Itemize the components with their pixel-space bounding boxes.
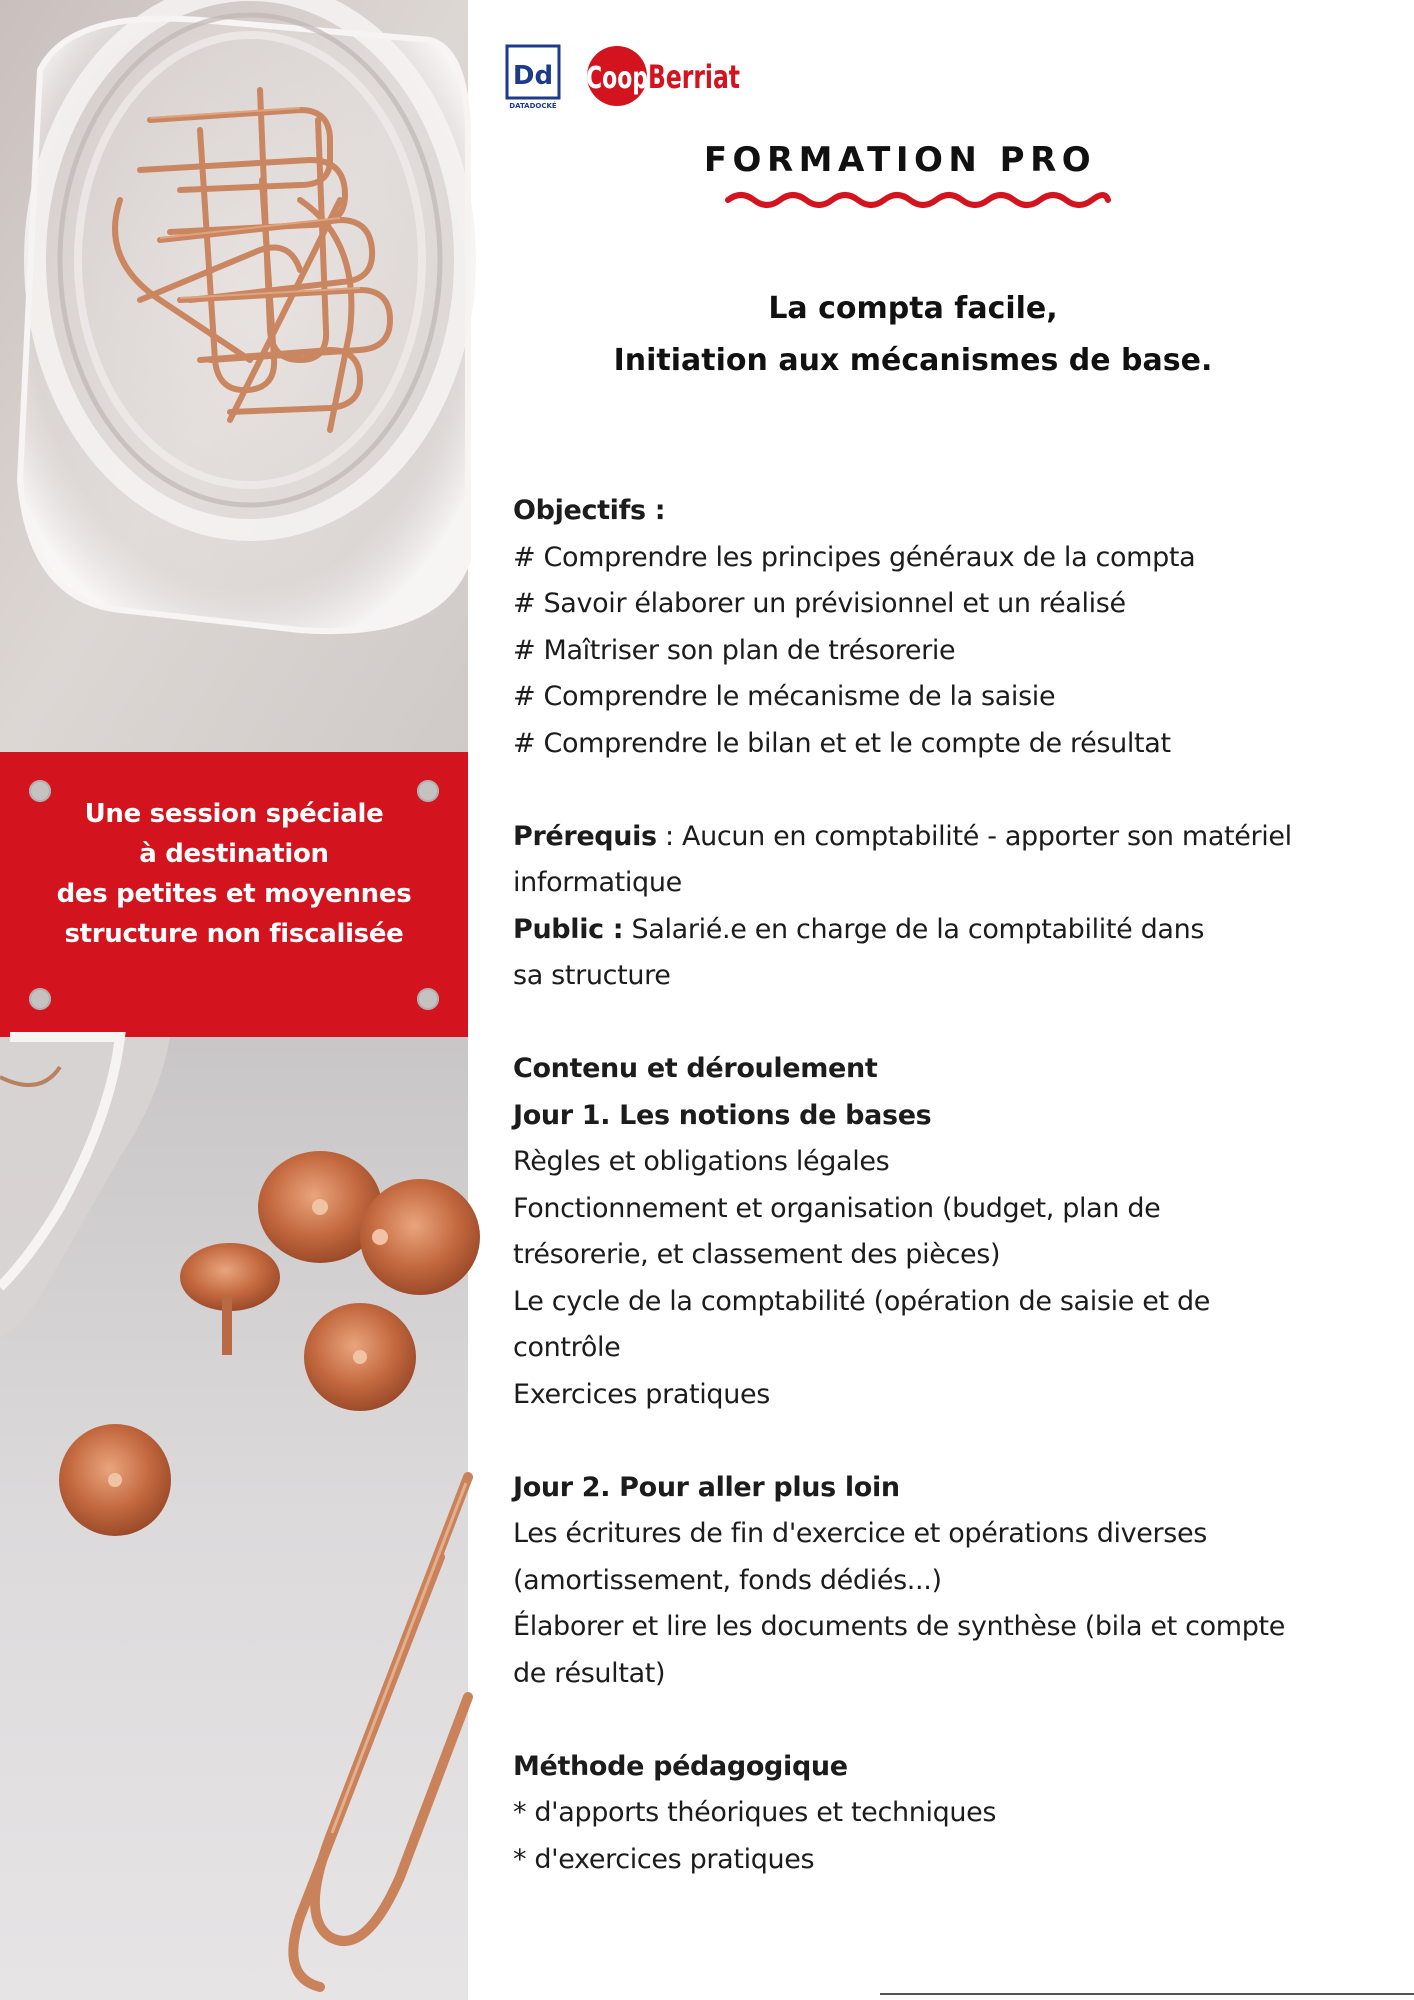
photo-column [0, 0, 468, 2000]
day1-line: Fonctionnement et organisation (budget, plan de [513, 1192, 1161, 1224]
course-title-line: Initiation aux mécanismes de base. [613, 343, 1213, 378]
prerequisites-text-continued: informatique [513, 867, 682, 898]
audience-text-continued: sa structure [513, 960, 671, 991]
footer-divider [880, 1993, 1414, 1995]
promo-banner [0, 752, 468, 1037]
objective-item: # Maîtriser son plan de trésorerie [513, 634, 956, 666]
method-item: * d'exercices pratiques [513, 1843, 815, 1875]
day1-line: Exercices pratiques [513, 1378, 770, 1410]
objective-item: # Comprendre le mécanisme de la saisie [513, 681, 1056, 712]
datadock-logo [505, 44, 563, 114]
day1-line: Le cycle de la comptabilité (opération de saisie et de [513, 1285, 1211, 1317]
day2-line: (amortissement, fonds dédiés...) [513, 1564, 942, 1596]
course-title [513, 283, 1313, 387]
day2-line: de résultat) [513, 1657, 666, 1689]
course-details [513, 488, 1393, 1883]
promo-line: Une session spéciale [84, 799, 384, 829]
spacer [513, 1418, 1393, 1465]
day2-line: Élaborer et lire les documents de synthèse (bila et compte [513, 1611, 1286, 1642]
paperclip-jar-photo [0, 0, 468, 752]
coop-logo-prefix: Coop [586, 61, 648, 96]
datadock-label: DATADOCKÉ [509, 102, 557, 110]
day1-line: contrôle [513, 1332, 621, 1363]
coopberriat-logo [580, 40, 742, 110]
prerequisites-text: : Aucun en comptabilité - apporter son matériel [656, 820, 1292, 852]
day1-heading: Jour 1. Les notions de bases [513, 1099, 932, 1131]
spacer [513, 1697, 1393, 1744]
course-title-line: La compta facile, [768, 291, 1058, 326]
prerequisites-label: Prérequis [513, 820, 657, 852]
promo-text [0, 794, 468, 954]
promo-line: structure non fiscalisée [64, 919, 404, 949]
objective-item: # Comprendre les principes généraux de la compta [513, 541, 1196, 573]
objectives-heading: Objectifs : [513, 495, 666, 526]
spacer [513, 767, 1393, 814]
method-item: * d'apports théoriques et techniques [513, 1797, 997, 1828]
content-heading: Contenu et déroulement [513, 1053, 878, 1084]
promo-line: à destination [139, 839, 329, 869]
promo-line: des petites et moyennes [56, 879, 412, 909]
objective-item: # Savoir élaborer un prévisionnel et un réalisé [513, 588, 1126, 619]
day1-line: trésorerie, et classement des pièces) [513, 1239, 1001, 1270]
wave-underline-icon [722, 188, 1114, 212]
audience-line [513, 907, 1393, 954]
day1-line: Règles et obligations légales [513, 1146, 890, 1177]
coop-logo-suffix: Berriat [648, 58, 740, 96]
spacer [513, 1000, 1393, 1047]
prerequisites-line [513, 814, 1393, 861]
method-heading: Méthode pédagogique [513, 1750, 848, 1782]
thumbtacks-photo [0, 1037, 468, 2000]
formation-pro-heading: FORMATION PRO [703, 140, 1097, 180]
audience-text: Salarié.e en charge de la comptabilité dans [623, 913, 1205, 945]
objective-item: # Comprendre le bilan et et le compte de résultat [513, 727, 1171, 759]
pin-icon [417, 988, 439, 1010]
audience-label: Public : [513, 913, 624, 945]
datadock-mark: Dd [512, 61, 554, 91]
day2-heading: Jour 2. Pour aller plus loin [513, 1471, 900, 1503]
pin-icon [29, 988, 51, 1010]
day2-line: Les écritures de fin d'exercice et opérations diverses [513, 1518, 1207, 1549]
